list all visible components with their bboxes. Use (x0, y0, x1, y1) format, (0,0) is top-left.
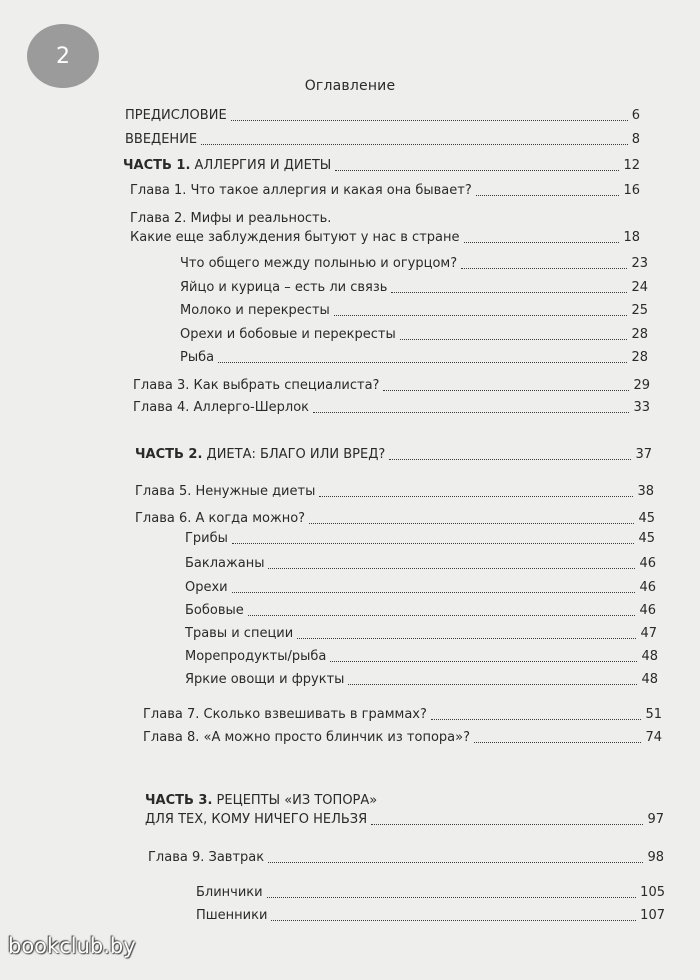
toc-entry-label (180, 350, 214, 366)
toc-entry-label (180, 303, 330, 319)
toc-entry-label (135, 484, 315, 500)
toc-entry (185, 531, 655, 547)
toc-entry-page: 28 (631, 350, 648, 365)
dot-leader (464, 242, 620, 243)
toc-entry-label (135, 511, 305, 527)
toc-entry-text: Какие еще заблуждения бытуют у нас в стране (130, 230, 460, 245)
page-number-badge: 2 (27, 24, 99, 88)
toc-entry (125, 108, 640, 124)
toc-entry-text: АЛЛЕРГИЯ И ДИЕТЫ (194, 158, 332, 173)
toc-entry-text: Травы и специи (185, 626, 294, 641)
toc-entry (135, 511, 655, 527)
toc-entry-text: ДЛЯ ТЕХ, КОМУ НИЧЕГО НЕЛЬЗЯ (145, 812, 368, 827)
toc-entry (180, 280, 648, 296)
toc-entry (180, 303, 648, 319)
dot-leader (268, 568, 635, 569)
toc-entry (185, 672, 658, 688)
toc-entry (125, 132, 640, 148)
dot-leader (309, 523, 634, 524)
dot-leader (313, 412, 629, 413)
toc-entry-page: 29 (633, 378, 650, 393)
toc-entry-page: 48 (641, 649, 658, 664)
toc-entry-label (130, 230, 460, 246)
toc-entry-text: Глава 6. А когда можно? (135, 511, 306, 526)
toc-entry-page: 23 (631, 256, 648, 271)
toc-entry-page: 45 (638, 531, 655, 546)
toc-entry-text: Морепродукты/рыба (185, 649, 327, 664)
toc-entry-text: Молоко и перекресты (180, 303, 330, 318)
toc-entry-label (135, 447, 385, 463)
toc-entry-page: 97 (647, 812, 664, 827)
toc-entry-page: 33 (633, 400, 650, 415)
toc-entry-label (185, 649, 326, 665)
toc-entry-label (123, 158, 331, 174)
toc-entry (143, 707, 662, 723)
toc-entry-page: 98 (647, 850, 664, 865)
toc-entry-label (180, 280, 387, 296)
toc-entry-page: 25 (631, 303, 648, 318)
toc-entry-label (125, 108, 227, 124)
toc-entry-text: Орехи и бобовые и перекресты (180, 327, 396, 342)
toc-entry (196, 885, 665, 901)
dot-leader (271, 920, 636, 921)
dot-leader (267, 897, 637, 898)
toc-entry-page: 16 (623, 183, 640, 198)
toc-entry-text: ПРЕДИСЛОВИЕ (125, 108, 227, 123)
toc-entry-text: Глава 9. Завтрак (148, 850, 265, 865)
toc-entry-text: Глава 4. Аллерго-Шерлок (133, 400, 310, 415)
toc-part-prefix: ЧАСТЬ 1. (123, 158, 191, 173)
toc-entry-page: 6 (631, 108, 640, 123)
toc-entry (133, 400, 650, 416)
toc-entry (185, 603, 656, 619)
toc-entry-label (196, 908, 267, 924)
toc-entry (180, 256, 648, 272)
toc-entry-label (143, 730, 470, 746)
toc-entry-page: 51 (645, 707, 662, 722)
toc-entry (196, 908, 665, 924)
toc-entry-label (196, 885, 263, 901)
toc-entry (130, 211, 331, 227)
dot-leader (201, 144, 628, 145)
toc-entry-label (145, 793, 377, 808)
dot-leader (400, 339, 628, 340)
toc-entry-label (133, 378, 379, 394)
toc-entry (145, 793, 377, 809)
toc-entry-label (185, 603, 244, 619)
toc-entry (135, 484, 654, 500)
dot-leader (474, 742, 641, 743)
toc-entry-label (148, 850, 264, 866)
toc-entry (185, 649, 658, 665)
toc-entry (123, 158, 640, 174)
toc-entry-page: 24 (631, 280, 648, 295)
toc-entry-text: Грибы (185, 531, 228, 546)
toc-entry-text: Бобовые (185, 603, 244, 618)
toc-entry-page: 18 (623, 230, 640, 245)
toc-entry (135, 447, 652, 463)
dot-leader (391, 292, 627, 293)
dot-leader (232, 543, 635, 544)
toc-entry-text: Яйцо и курица – есть ли связь (180, 280, 388, 295)
toc-entry-text: Глава 3. Как выбрать специалиста? (133, 378, 380, 393)
dot-leader (476, 195, 620, 196)
toc-entry-page: 28 (631, 327, 648, 342)
toc-entry-label (185, 626, 293, 642)
dot-leader (268, 862, 643, 863)
toc-entry-text: Глава 2. Мифы и реальность. (130, 211, 332, 226)
toc-entry-label (185, 531, 228, 547)
toc-entry (185, 626, 657, 642)
toc-entry-label (185, 672, 344, 688)
dot-leader (330, 661, 637, 662)
toc-entry-label (185, 556, 264, 572)
toc-entry-page: 38 (637, 484, 654, 499)
toc-entry-text: Рыба (180, 350, 215, 365)
toc-entry (133, 378, 650, 394)
toc-entry-label (125, 132, 197, 148)
toc-entry-page: 45 (638, 511, 655, 526)
toc-entry-label (130, 183, 472, 199)
dot-leader (231, 120, 628, 121)
toc-entry-text: Яркие овощи и фрукты (185, 672, 345, 687)
dot-leader (461, 268, 627, 269)
dot-leader (371, 824, 643, 825)
toc-entry-text: Орехи (185, 580, 228, 595)
toc-entry (148, 850, 664, 866)
toc-entry-text: ДИЕТА: БЛАГО ИЛИ ВРЕД? (206, 447, 386, 462)
toc-entry-label (185, 580, 228, 596)
dot-leader (218, 362, 627, 363)
toc-entry (180, 327, 648, 343)
toc-entry-page: 74 (645, 730, 662, 745)
dot-leader (248, 615, 636, 616)
toc-entry-text: Глава 5. Ненужные диеты (135, 484, 316, 499)
toc-entry-text: Глава 7. Сколько взвешивать в граммах? (143, 707, 427, 722)
toc-entry-text: Что общего между полынью и огурцом? (180, 256, 458, 271)
watermark: bookclub.by (8, 934, 136, 958)
toc-entry (130, 230, 640, 246)
dot-leader (383, 390, 629, 391)
toc-entry (143, 730, 662, 746)
dot-leader (297, 638, 636, 639)
toc-entry-text: Глава 1. Что такое аллергия и какая она бывает? (130, 183, 472, 198)
toc-entry-page: 48 (641, 672, 658, 687)
toc-entry (130, 183, 640, 199)
toc-entry-label (180, 256, 457, 272)
toc-entry-page: 46 (639, 556, 656, 571)
toc-entry-text: Баклажаны (185, 556, 265, 571)
dot-leader (335, 170, 619, 171)
toc-entry-page: 8 (631, 132, 640, 147)
dot-leader (348, 684, 637, 685)
toc-entry-page: 107 (640, 908, 665, 923)
toc-entry-text: РЕЦЕПТЫ «ИЗ ТОПОРА» (216, 793, 378, 808)
toc-entry-text: Пшенники (196, 908, 268, 923)
toc-title: Оглавление (304, 78, 396, 94)
toc-part-prefix: ЧАСТЬ 3. (145, 793, 213, 808)
toc-entry-text: Глава 8. «А можно просто блинчик из топора»? (143, 730, 470, 745)
toc-entry-page: 37 (635, 447, 652, 462)
toc-entry-page: 105 (640, 885, 665, 900)
toc-entry-label (130, 211, 331, 226)
dot-leader (232, 592, 636, 593)
dot-leader (334, 315, 628, 316)
dot-leader (389, 459, 631, 460)
toc-entry-label (143, 707, 427, 723)
toc-entry-label (180, 327, 396, 343)
toc-part-prefix: ЧАСТЬ 2. (135, 447, 203, 462)
toc-entry-label (145, 812, 367, 828)
toc-entry-page: 12 (623, 158, 640, 173)
toc-entry (180, 350, 648, 366)
toc-entry (185, 556, 656, 572)
dot-leader (431, 719, 642, 720)
toc-entry-page: 46 (639, 580, 656, 595)
toc-entry-page: 46 (639, 603, 656, 618)
toc-entry-label (133, 400, 309, 416)
toc-entry-text: ВВЕДЕНИЕ (125, 132, 198, 147)
toc-entry-text: Блинчики (196, 885, 263, 900)
dot-leader (319, 496, 633, 497)
toc-entry-page: 47 (640, 626, 657, 641)
toc-entry (185, 580, 656, 596)
toc-entry (145, 812, 664, 828)
